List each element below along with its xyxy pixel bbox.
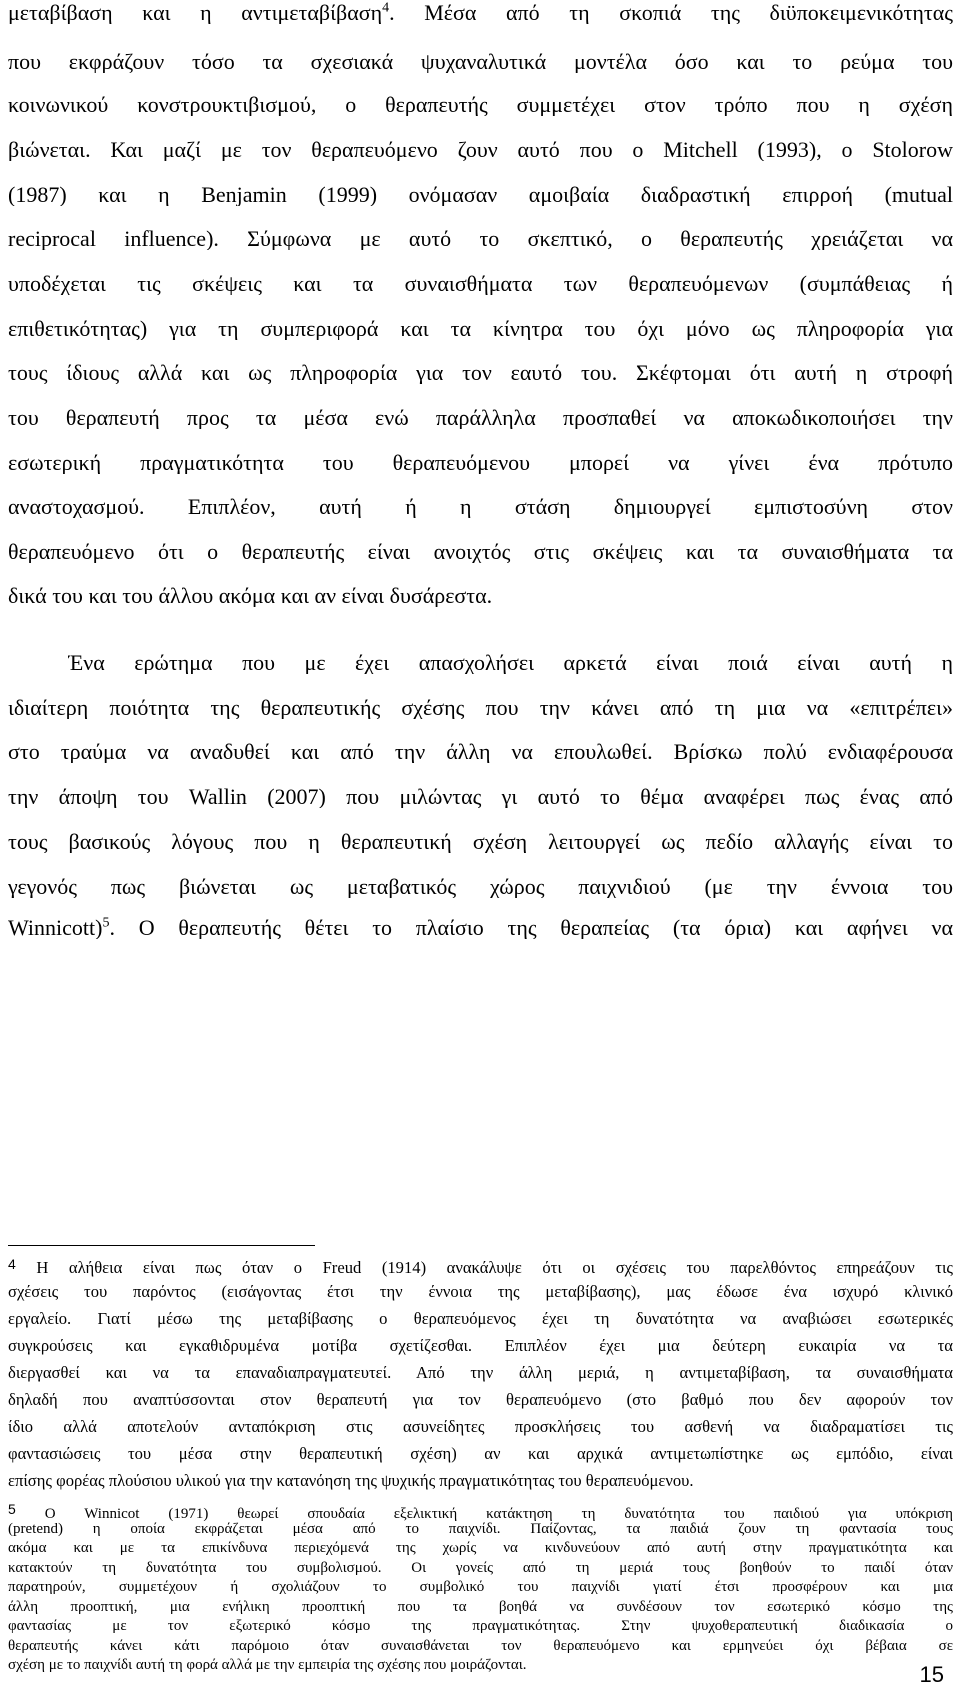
body-line-1 <box>8 2 953 24</box>
body-line-21 <box>8 917 953 939</box>
footnote-line: (pretend) η οποία εκφράζεται μέσα από το παιχνίδι. Παίζοντας, τα παιδιά ζουν τη φαντασία τους <box>8 1521 953 1537</box>
footnote-line: σχέσεις του παρόντος (εισάγοντας έτσι την έννοια της μεταβίβασης), μας έδωσε ένα ισχυρό κλινικό <box>8 1284 953 1301</box>
footnote-line: θεραπευτής κάνει κάτι παρόμοιο όταν συναισθάνεται τον θεραπευόμενο και ερμηνεύει όχι βέβαια σε <box>8 1638 953 1654</box>
footnote-separator <box>8 1245 315 1246</box>
footnote-mark-4: 4 <box>8 1257 16 1272</box>
body-line-15: Ένα ερώτημα που με έχει απασχολήσει αρκετά είναι ποιά είναι αυτή η <box>68 652 953 674</box>
body-line-3: κοινωνικού κονστρουκτιβισμού, ο θεραπευτής συμμετέχει στον τρόπο που η σχέση <box>8 94 953 116</box>
footnote-line: $^4$ Η αλήθεια είναι πως όταν ο Freud (1914) ανακάλυψε ότι οι σχέσεις του παρελθόντος επηρεάζουν τις <box>8 1257 953 1277</box>
footnote-ref-4[interactable]: 4 <box>382 2 390 16</box>
footnote-mark-5: 5 <box>8 1502 16 1517</box>
footnote-line: επίσης φορέας πλούσιου υλικού για την κατανόηση της ψυχικής πραγματικότητας του θεραπευόμενου. <box>8 1473 694 1490</box>
body-line-14: δικά του και του άλλου ακόμα και αν είναι δυσάρεστα. <box>8 585 493 607</box>
body-line-18: την άποψη του Wallin (2007) που μιλώντας γι αυτό το θέμα αναφέρει πως ένας από <box>8 786 953 808</box>
footnote-line: εργαλείο. Γιατί μέσω της μεταβίβασης ο θεραπευόμενος έχει τη δυνατότητα να αναβιώσει εσωτερικές <box>8 1311 953 1328</box>
body-line-6: reciprocal influence). Σύμφωνα με αυτό το σκεπτικό, ο θεραπευτής χρειάζεται να <box>8 228 953 250</box>
footnote-ref-5[interactable]: 5 <box>102 917 110 931</box>
footnote-line: κατακτούν τη δυνατότητα του συμβολισμού. Οι γονείς από τη μεριά τους βοηθούν το παιδί όταν <box>8 1560 953 1576</box>
footnote-line: φαντασιώσεις του μέσα στην θεραπευτική σχέση) αν και αρχικά αντιμετωπίστηκε ως εμπόδιο, είναι <box>8 1446 953 1463</box>
body-line-4: βιώνεται. Και μαζί με τον θεραπευόμενο ζουν αυτό που ο Mitchell (1993), ο Stolorow <box>8 139 953 161</box>
footnote-line: συγκρούσεις και εγκαθιδρυμένα μοτίβα σχετίζεσθαι. Επιπλέον έχει μια δεύτερη ευκαιρία να τα <box>8 1338 953 1355</box>
body-text: . Μέσα από τη σκοπιά της διϋποκειμενικότητας <box>389 2 953 24</box>
body-line-12: αναστοχασμού. Επιπλέον, αυτή ή η στάση δημιουργεί εμπιστοσύνη στον <box>8 496 953 518</box>
body-line-2: που εκφράζουν τόσο τα σχεσιακά ψυχαναλυτικά μοντέλα όσο και το ρεύμα του <box>8 51 953 73</box>
page-number: 15 <box>919 1662 944 1687</box>
footnote-line: σχέση με το παιχνίδι αυτή τη φορά αλλά με την εμπειρία της σχέσης που μοιράζονται. <box>8 1658 527 1673</box>
body-text: Winnicott) <box>8 917 103 939</box>
body-line-7: υποδέχεται τις σκέψεις και τα συναισθήματα των θεραπευόμενων (συμπάθειας ή <box>8 273 953 295</box>
footnote-line: άλλη προοπτική, μια ενήλικη προοπτική που τα βοηθά να συνδέσουν τον εσωτερικό κόσμο της <box>8 1599 953 1615</box>
footnote-line: φαντασίας με τον εξωτερικό κόσμο της πραγματικότητας. Στην ψυχοθεραπευτική διαδικασία ο <box>8 1619 953 1634</box>
body-line-10: του θεραπευτή προς τα μέσα ενώ παράλληλα προσπαθεί να αποκωδικοποιήσει την <box>8 407 953 429</box>
footnote-line: παρατηρούν, συμμετέχουν ή σχολιάζουν το συμβολικό του παιχνίδι γιατί έτσι προσφέρουν και μια <box>8 1580 953 1595</box>
footnote-line: ίδιο αλλά αποτελούν ανταπόκριση στις ασυνείδητες προσκλήσεις του ασθενή να διαδραματίσει τις <box>8 1419 953 1436</box>
body-text: . Ο θεραπευτής θέτει το πλαίσιο της θεραπείας (τα όρια) και αφήνει να <box>109 917 953 939</box>
footnote-line: δηλαδή που αναπτύσσονται στον θεραπευτή για τον θεραπευόμενο (στο βαθμό που δεν αφορούν τον <box>8 1392 953 1409</box>
body-line-5: (1987) και η Benjamin (1999) ονόμασαν αμοιβαία διαδραστική επιρροή (mutual <box>8 184 953 206</box>
footnote-text: O Winnicot (1971) θεωρεί σπουδαία εξελικτική κατάκτηση τη δυνατότητα του παιδιού για υπόκριση <box>15 1506 953 1522</box>
body-line-9: τους ίδιους αλλά και ως πληροφορία για τον εαυτό του. Σκέφτομαι ότι αυτή η στροφή <box>8 362 953 384</box>
body-line-13: θεραπευόμενο ότι ο θεραπευτής είναι ανοιχτός στις σκέψεις και τα συναισθήματα τα <box>8 541 953 563</box>
footnote-line <box>8 1502 953 1522</box>
body-line-16: ιδιαίτερη ποιότητα της θεραπευτικής σχέσης που την κάνει από τη μια να «επιτρέπει» <box>8 697 953 719</box>
body-line-17: στο τραύμα να αναδυθεί και από την άλλη να επουλωθεί. Βρίσκω πολύ ενδιαφέρουσα <box>8 741 953 763</box>
footnote-line: ακόμα και με τα επικίνδυνα περιεχόμενά της χωρίς να κινδυνεύουν από αυτή στην πραγματικότητα και <box>8 1541 953 1556</box>
body-text: μεταβίβαση και η αντιμεταβίβαση <box>8 2 383 24</box>
body-line-8: επιθετικότητας) για τη συμπεριφορά και τα κίνητρα του όχι μόνο ως πληροφορία για <box>8 318 953 340</box>
footnote-line: διεργασθεί και να τα επαναδιαπραγματευτεί. Από την άλλη μεριά, η αντιμεταβίβαση, τα συναισθήματα <box>8 1365 953 1382</box>
body-line-20: γεγονός πως βιώνεται ως μεταβατικός χώρος παιχνιδιού (με την έννοια του <box>8 876 953 898</box>
body-line-19: τους βασικούς λόγους που η θεραπευτική σχέση λειτουργεί ως πεδίο αλλαγής είναι το <box>8 831 953 853</box>
body-line-11: εσωτερική πραγματικότητα του θεραπευόμενου μπορεί να γίνει ένα πρότυπο <box>8 452 953 474</box>
